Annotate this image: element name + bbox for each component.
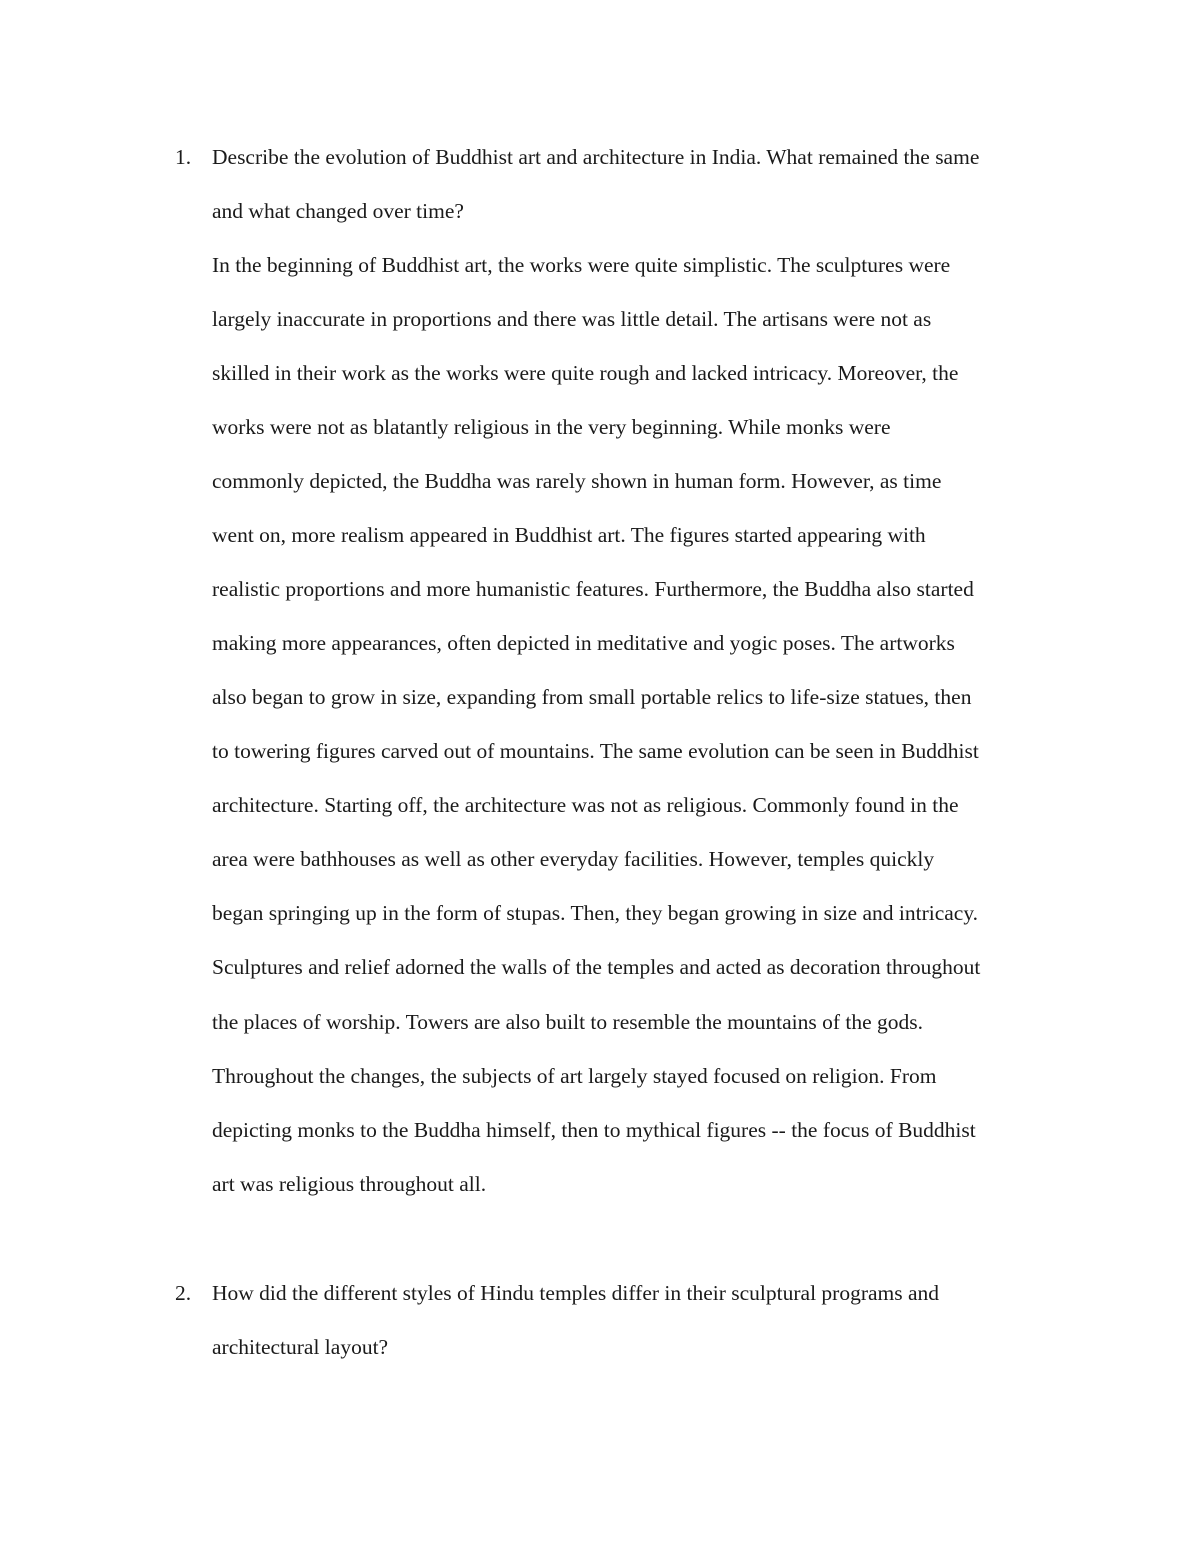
- answer-text-line: works were not as blatantly religious in the very beginning. While monks were: [212, 415, 891, 439]
- answer-text-line: skilled in their work as the works were quite rough and lacked intricacy. Moreover, the: [212, 361, 959, 385]
- answer-text-line: began springing up in the form of stupas. Then, they began growing in size and intricacy.: [212, 901, 979, 925]
- answer-text-line: art was religious throughout all.: [212, 1172, 487, 1196]
- question-number: 2.: [175, 1281, 192, 1305]
- answer-text-line: commonly depicted, the Buddha was rarely shown in human form. However, as time: [212, 469, 942, 493]
- answer-text-line: Throughout the changes, the subjects of art largely stayed focused on religion. From: [212, 1064, 937, 1088]
- answer-text-line: also began to grow in size, expanding from small portable relics to life-size statues, then: [212, 685, 972, 709]
- answer-text-line: area were bathhouses as well as other everyday facilities. However, temples quickly: [212, 847, 935, 871]
- answer-text-line: In the beginning of Buddhist art, the works were quite simplistic. The sculptures were: [212, 253, 951, 277]
- question-text-line: Describe the evolution of Buddhist art and architecture in India. What remained the same: [212, 145, 980, 169]
- answer-text-line: went on, more realism appeared in Buddhist art. The figures started appearing with: [212, 523, 926, 547]
- answer-text-line: making more appearances, often depicted in meditative and yogic poses. The artworks: [212, 631, 955, 655]
- answer-text-line: Sculptures and relief adorned the walls of the temples and acted as decoration throughout: [212, 955, 981, 979]
- question-text-line: architectural layout?: [212, 1335, 389, 1359]
- answer-text-line: to towering figures carved out of mountains. The same evolution can be seen in Buddhist: [212, 739, 979, 763]
- question-text-line: and what changed over time?: [212, 199, 464, 223]
- answer-text-line: realistic proportions and more humanistic features. Furthermore, the Buddha also started: [212, 577, 974, 601]
- answer-text-line: largely inaccurate in proportions and there was little detail. The artisans were not as: [212, 307, 932, 331]
- question-number: 1.: [175, 145, 192, 169]
- answer-text-line: depicting monks to the Buddha himself, then to mythical figures -- the focus of Buddhist: [212, 1118, 976, 1142]
- question-text-line: How did the different styles of Hindu temples differ in their sculptural programs and: [212, 1281, 940, 1305]
- answer-text-line: architecture. Starting off, the architecture was not as religious. Commonly found in the: [212, 793, 959, 817]
- answer-text-line: the places of worship. Towers are also built to resemble the mountains of the gods.: [212, 1010, 924, 1034]
